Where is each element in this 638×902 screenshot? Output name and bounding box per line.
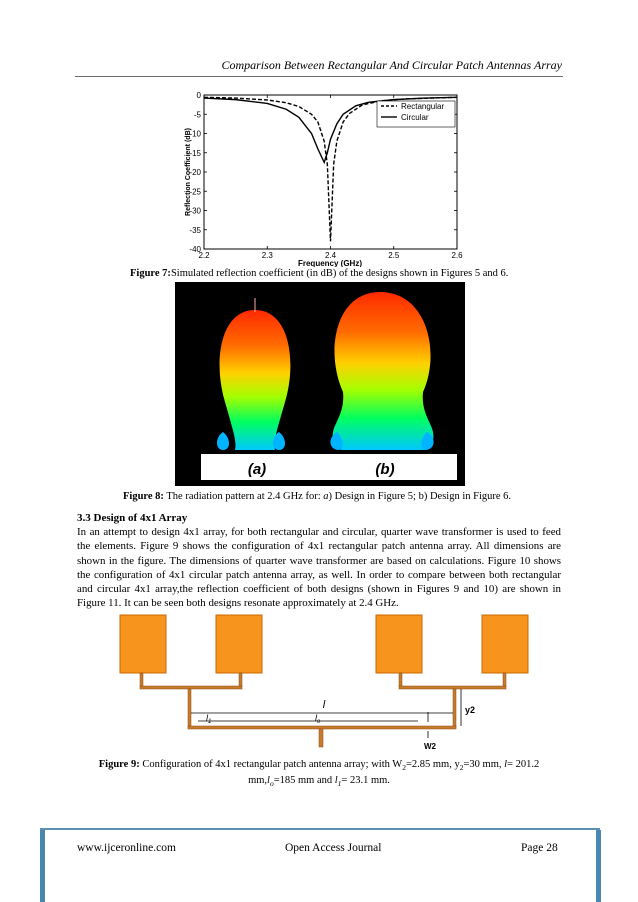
legend-entry: Rectangular [401,102,445,111]
figure-7-caption [130,268,508,279]
footer-rule [40,828,600,830]
x-axis-label: Frequency (GHz) [297,259,363,267]
figure-7-label: Figure 7: [130,268,171,279]
footer-bar-left [40,830,45,902]
x-tick-label: 2.3 [261,251,273,260]
y-tick-label: -15 [189,148,201,158]
pattern-b-label: (b) [375,461,395,478]
running-header: Comparison Between Rectangular And Circular Patch Antennas Array [221,58,562,72]
fig9-lo-sub: o [269,779,274,789]
fig9-t3: =30 mm, [463,759,505,770]
radiation-pattern-figure [175,282,465,486]
y-tick-label: -40 [189,245,201,254]
fig9-t4: = 201.2 mm, [248,759,540,787]
footer-bar-right [596,830,601,902]
dim-l-label: l [322,699,326,711]
y-tick-label: -20 [189,168,201,177]
fig9-l1-sub: 1 [337,779,342,789]
dim-l1-label: $l_1$ [206,713,212,725]
y-tick-label: -25 [189,187,201,197]
section-heading: 3.3 Design of 4x1 Array [77,512,188,524]
x-tick-label: 2.6 [451,251,463,260]
figure-7-text: Simulated reflection coefficient (in dB) of the designs shown in Figures 5 and 6. [170,268,509,279]
y-tick-label: -35 [189,225,201,235]
y-tick-label: -5 [193,110,201,120]
pattern-a-label: (a) [247,461,267,478]
fig9-t1: Configuration of 4x1 rectangular patch antenna array; with W [139,759,403,770]
footer-page-number: Page 28 [521,842,558,854]
x-tick-label: 2.5 [388,251,400,260]
fig9-s1: 2 [402,763,406,773]
footer-journal: Open Access Journal [285,842,382,854]
y-tick-label: -30 [189,206,201,216]
footer-url: www.ijceronline.com [77,842,176,854]
header-rule [75,76,563,77]
patch-2 [216,615,262,673]
x-tick-label: 2.2 [198,251,210,260]
patch-3 [376,615,422,673]
figure-8-label-strip [201,454,457,480]
dim-lo-label: $l_o$ [315,713,321,725]
patch-4 [482,615,528,673]
x-tick-label: 2.4 [324,251,337,260]
pattern-b-shape [333,292,434,450]
figure-8-text-1: The radiation pattern at 2.4 GHz for: [163,491,324,502]
y-tick-label: 0 [196,91,201,100]
reflection-chart [170,85,470,267]
figure-8-caption [123,491,511,502]
fig9-t2: =2.85 mm, y [405,759,460,770]
figure-8-label: Figure 8: [123,491,164,502]
fig9-l1: l [334,775,338,787]
patch-1 [120,615,166,673]
fig9-lo: l [267,775,270,787]
dim-y2-label: y2 [465,705,476,715]
y-tick-label: -10 [189,129,201,139]
dim-w2-label: W2 [424,742,436,751]
chart-legend [377,101,455,127]
figure-8-italic-a: a [323,491,329,502]
legend-entry: Circular [401,113,429,122]
y-axis-label: Reflection Coefficient (dB) [185,128,192,216]
fig9-s2: 2 [459,763,464,773]
fig9-t6: = 23.1 mm. [341,775,390,787]
array-configuration-figure [110,610,530,755]
body-paragraph: In an attempt to design 4x1 array, for both rectangular and circular, quarter wave transformer is used to feed the elements. Figure 9 shows the configuration of 4x1 rectangular patch antenna array. All dimensions are shown in the figure. The dimensions of quarter wave transformer are based on calculations. Figure 10 shows the configuration of 4x1 circular patch antenna array, as well. In order to compare between both rectangular and circular 4x1 array,the reflection coefficient of both designs (shown in Figures 9 and 10) are shown in Figure 11. It can be seen both designs resonate approximately at 2.4 GHz. [77,526,561,610]
figure-9-label: Figure 9: [98,759,140,770]
figure-9-caption [94,758,544,790]
fig9-l: l [504,759,508,770]
fig9-t5: =185 mm and [273,775,335,787]
figure-8-text-2: ) Design in Figure 5; b) Design in Figure 6. [328,491,512,502]
